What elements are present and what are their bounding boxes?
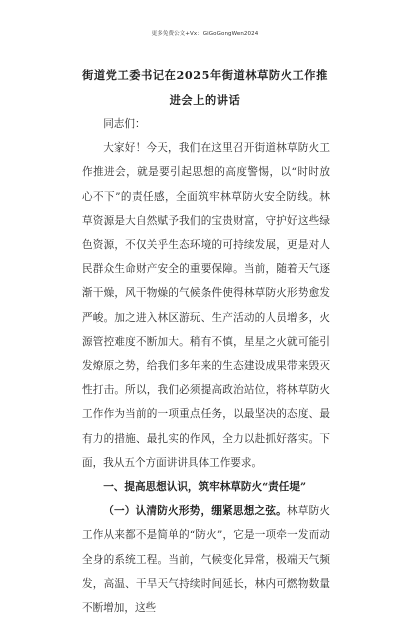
document-body <box>82 112 330 620</box>
paragraph: 大家好！今天，我们在这里召开街道林草防火工作推进会，就是要引起思想的高度警惕，以“时时放心不下”的责任感，全面筑牢林草防火安全防线。林草资源是大自然赋予我们的宝贵财富，守护好这些绿色资源，不仅关乎生态环境的可持续发展，更是对人民群众生命财产安全的重要保障。当前，随着天气逐渐干燥，风干物燥的气候条件使得林草防火形势愈发严峻。加之进入林区游玩、生产活动的人员增多，火源管控难度不断加大。稍有不慎，星星之火就可能引发燎原之势，给我们多年来的生态建设成果带来毁灭性打击。所以，我们必须提高政治站位，将林草防火工作作为当前的一项重点任务，以最坚决的态度、最有力的措施、最扎实的作风，全力以赴抓好落实。下面，我从五个方面讲讲具体工作要求。 <box>82 142 330 469</box>
header-note: 更多免费公文+Vx：GiGoGongWen2024 <box>151 31 259 37</box>
document-title: 街道党工委书记在2025年街道林草防火工作推进会上的讲话 <box>82 68 328 107</box>
subsection-heading: （一）认清防火形势，绷紧思想之弦。 <box>103 505 287 518</box>
paragraph-text: 林草防火工作从来都不是简单的“防火”，它是一项牵一发而动全身的系统工程。当前，气候变化异常，极端天气频发，高温、干旱天气持续时间延长，林内可燃物数量不断增加，这些 <box>82 505 331 615</box>
section-heading: 一、提高思想认识，筑牢林草防火“责任堤” <box>103 481 307 494</box>
paragraph <box>82 499 330 620</box>
salutation: 同志们： <box>103 118 146 130</box>
